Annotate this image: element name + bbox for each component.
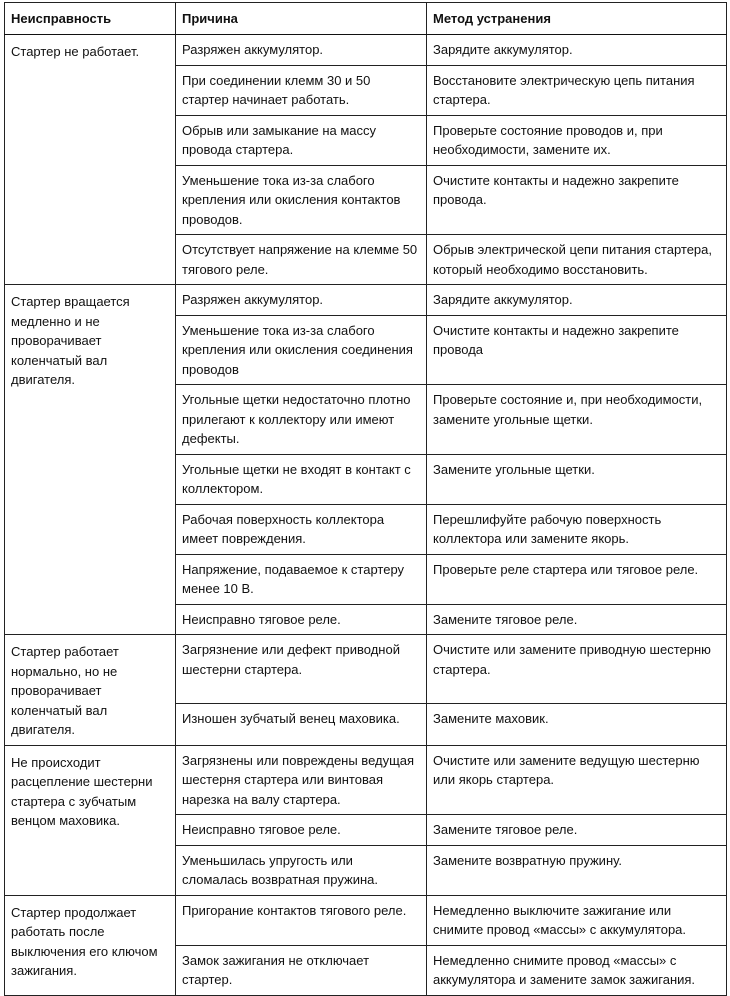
table-row [5, 635, 727, 704]
cause-cell: При соединении клемм 30 и 50 стартер начинает работать. [176, 65, 427, 115]
cause-cell: Рабочая поверхность коллектора имеет повреждения. [176, 504, 427, 554]
cause-cell: Уменьшение тока из-за слабого крепления или окисления соединения проводов [176, 315, 427, 385]
cause-cell: Угольные щетки недостаточно плотно прилегают к коллектору или имеют дефекты. [176, 385, 427, 455]
remedy-cell: Замените угольные щетки. [427, 454, 727, 504]
remedy-cell: Проверьте состояние проводов и, при необходимости, замените их. [427, 115, 727, 165]
remedy-cell: Очистите контакты и надежно закрепите провода. [427, 165, 727, 235]
remedy-cell: Немедленно снимите провод «массы» с аккумулятора и замените замок зажигания. [427, 945, 727, 995]
cause-cell: Пригорание контактов тягового реле. [176, 895, 427, 945]
cause-cell: Разряжен аккумулятор. [176, 285, 427, 316]
remedy-cell: Обрыв электрической цепи питания стартера, который необходимо восстановить. [427, 235, 727, 285]
cause-cell: Разряжен аккумулятор. [176, 35, 427, 66]
table-header-row [5, 3, 727, 35]
remedy-cell: Зарядите аккумулятор. [427, 35, 727, 66]
cause-cell: Уменьшилась упругость или сломалась возвратная пружина. [176, 845, 427, 895]
cause-cell: Отсутствует напряжение на клемме 50 тягового реле. [176, 235, 427, 285]
fault-cell: Не происходит расцепление шестерни стартера с зубчатым венцом маховика. [5, 745, 176, 895]
cause-cell: Угольные щетки не входят в контакт с коллектором. [176, 454, 427, 504]
fault-cell: Стартер вращается медленно и не проворачивает коленчатый вал двигателя. [5, 285, 176, 635]
remedy-cell: Немедленно выключите зажигание или снимите провод «массы» с аккумулятора. [427, 895, 727, 945]
cause-cell: Уменьшение тока из-за слабого крепления или окисления контактов проводов. [176, 165, 427, 235]
cause-cell: Загрязнены или повреждены ведущая шестерня стартера или винтовая нарезка на валу стартера. [176, 745, 427, 815]
remedy-cell: Замените тяговое реле. [427, 604, 727, 635]
remedy-cell: Очистите или замените ведущую шестерню или якорь стартера. [427, 745, 727, 815]
header-cause: Причина [176, 3, 427, 35]
remedy-cell: Замените возвратную пружину. [427, 845, 727, 895]
table-row [5, 285, 727, 316]
fault-cell: Стартер работает нормально, но не проворачивает коленчатый вал двигателя. [5, 635, 176, 746]
troubleshooting-table [4, 2, 727, 996]
cause-cell: Напряжение, подаваемое к стартеру менее 10 В. [176, 554, 427, 604]
fault-cell: Стартер продолжает работать после выключения его ключом зажигания. [5, 895, 176, 995]
remedy-cell: Очистите или замените приводную шестерню стартера. [427, 635, 727, 704]
remedy-cell: Зарядите аккумулятор. [427, 285, 727, 316]
cause-cell: Неисправно тяговое реле. [176, 604, 427, 635]
cause-cell: Неисправно тяговое реле. [176, 815, 427, 846]
cause-cell: Изношен зубчатый венец маховика. [176, 703, 427, 745]
header-fault: Неисправность [5, 3, 176, 35]
fault-cell: Стартер не работает. [5, 35, 176, 285]
remedy-cell: Проверьте реле стартера или тяговое реле. [427, 554, 727, 604]
cause-cell: Замок зажигания не отключает стартер. [176, 945, 427, 995]
header-remedy: Метод устранения [427, 3, 727, 35]
troubleshooting-document [4, 2, 726, 996]
cause-cell: Обрыв или замыкание на массу провода стартера. [176, 115, 427, 165]
remedy-cell: Проверьте состояние и, при необходимости, замените угольные щетки. [427, 385, 727, 455]
remedy-cell: Перешлифуйте рабочую поверхность коллектора или замените якорь. [427, 504, 727, 554]
table-row [5, 35, 727, 66]
table-row [5, 895, 727, 945]
remedy-cell: Восстановите электрическую цепь питания стартера. [427, 65, 727, 115]
table-row [5, 745, 727, 815]
remedy-cell: Замените маховик. [427, 703, 727, 745]
cause-cell: Загрязнение или дефект приводной шестерни стартера. [176, 635, 427, 704]
remedy-cell: Замените тяговое реле. [427, 815, 727, 846]
remedy-cell: Очистите контакты и надежно закрепите провода [427, 315, 727, 385]
